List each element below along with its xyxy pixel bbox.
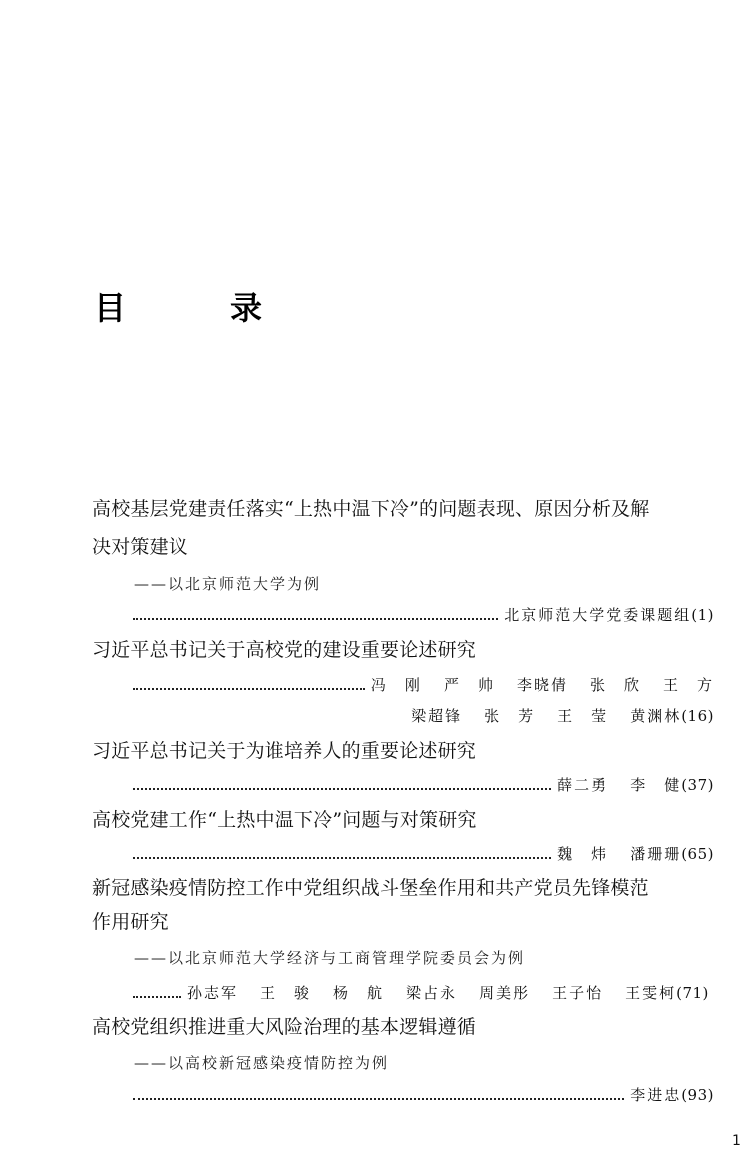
entry-6-subtitle: ——以高校新冠感染疫情防控为例 <box>134 1054 390 1072</box>
dot-leader <box>133 1098 624 1100</box>
entry-5-subtitle: ——以北京师范大学经济与工商管理学院委员会为例 <box>134 949 526 967</box>
dot-leader <box>133 618 498 620</box>
toc-heading: 目 录 <box>94 289 299 327</box>
entry-6-page: (93) <box>681 1086 714 1104</box>
entry-3-authors: 薛二勇 李 健(37) <box>557 776 714 794</box>
entry-5-title-line-1: 新冠感染疫情防控工作中党组织战斗堡垒作用和共产党员先锋模范 <box>92 877 649 899</box>
entry-4-authors: 魏 炜 潘珊珊(65) <box>557 845 714 863</box>
entry-6-leader <box>133 1084 714 1104</box>
dot-leader <box>133 996 181 998</box>
entry-5-authors: 孙志军 王 骏 杨 航 梁占永 周美彤 王子怡 王雯柯(71) <box>187 984 709 1002</box>
entry-1-subtitle: ——以北京师范大学为例 <box>134 575 322 593</box>
entry-6-title: 高校党组织推进重大风险治理的基本逻辑遵循 <box>92 1016 477 1038</box>
entry-4-page: (65) <box>681 845 714 863</box>
entry-1-title-line-1: 高校基层党建责任落实“上热中温下冷”的问题表现、原因分析及解 <box>92 498 650 520</box>
entry-1-leader <box>133 604 714 624</box>
entry-1-title-line-2: 决对策建议 <box>92 536 189 558</box>
entry-2-title: 习近平总书记关于高校党的建设重要论述研究 <box>92 639 477 661</box>
entry-4-title: 高校党建工作“上热中温下冷”问题与对策研究 <box>92 809 477 831</box>
entry-4-leader <box>133 843 714 863</box>
entry-5-leader <box>133 982 714 1002</box>
entry-2-authors-line-1: 冯 刚 严 帅 李晓倩 张 欣 王 方 <box>370 676 714 694</box>
entry-3-title: 习近平总书记关于为谁培养人的重要论述研究 <box>92 740 477 762</box>
entry-1-page: (1) <box>691 606 714 624</box>
entry-2-authors-line-2: 梁超锋 张 芳 王 莹 黄渊林(16) <box>411 707 714 725</box>
entry-1-authors: 北京师范大学党委课题组(1) <box>504 606 714 624</box>
entry-2-page: (16) <box>681 707 714 725</box>
dot-leader <box>133 688 365 690</box>
entry-3-leader <box>133 774 714 794</box>
entry-2-leader <box>133 674 714 694</box>
entry-5-page: (71) <box>676 984 709 1002</box>
page-number: 1 <box>732 1133 741 1149</box>
entry-5-title-line-2: 作用研究 <box>92 911 169 933</box>
entry-6-authors: 李进忠(93) <box>630 1086 714 1104</box>
dot-leader <box>133 788 551 790</box>
dot-leader <box>133 857 551 859</box>
entry-3-page: (37) <box>681 776 714 794</box>
